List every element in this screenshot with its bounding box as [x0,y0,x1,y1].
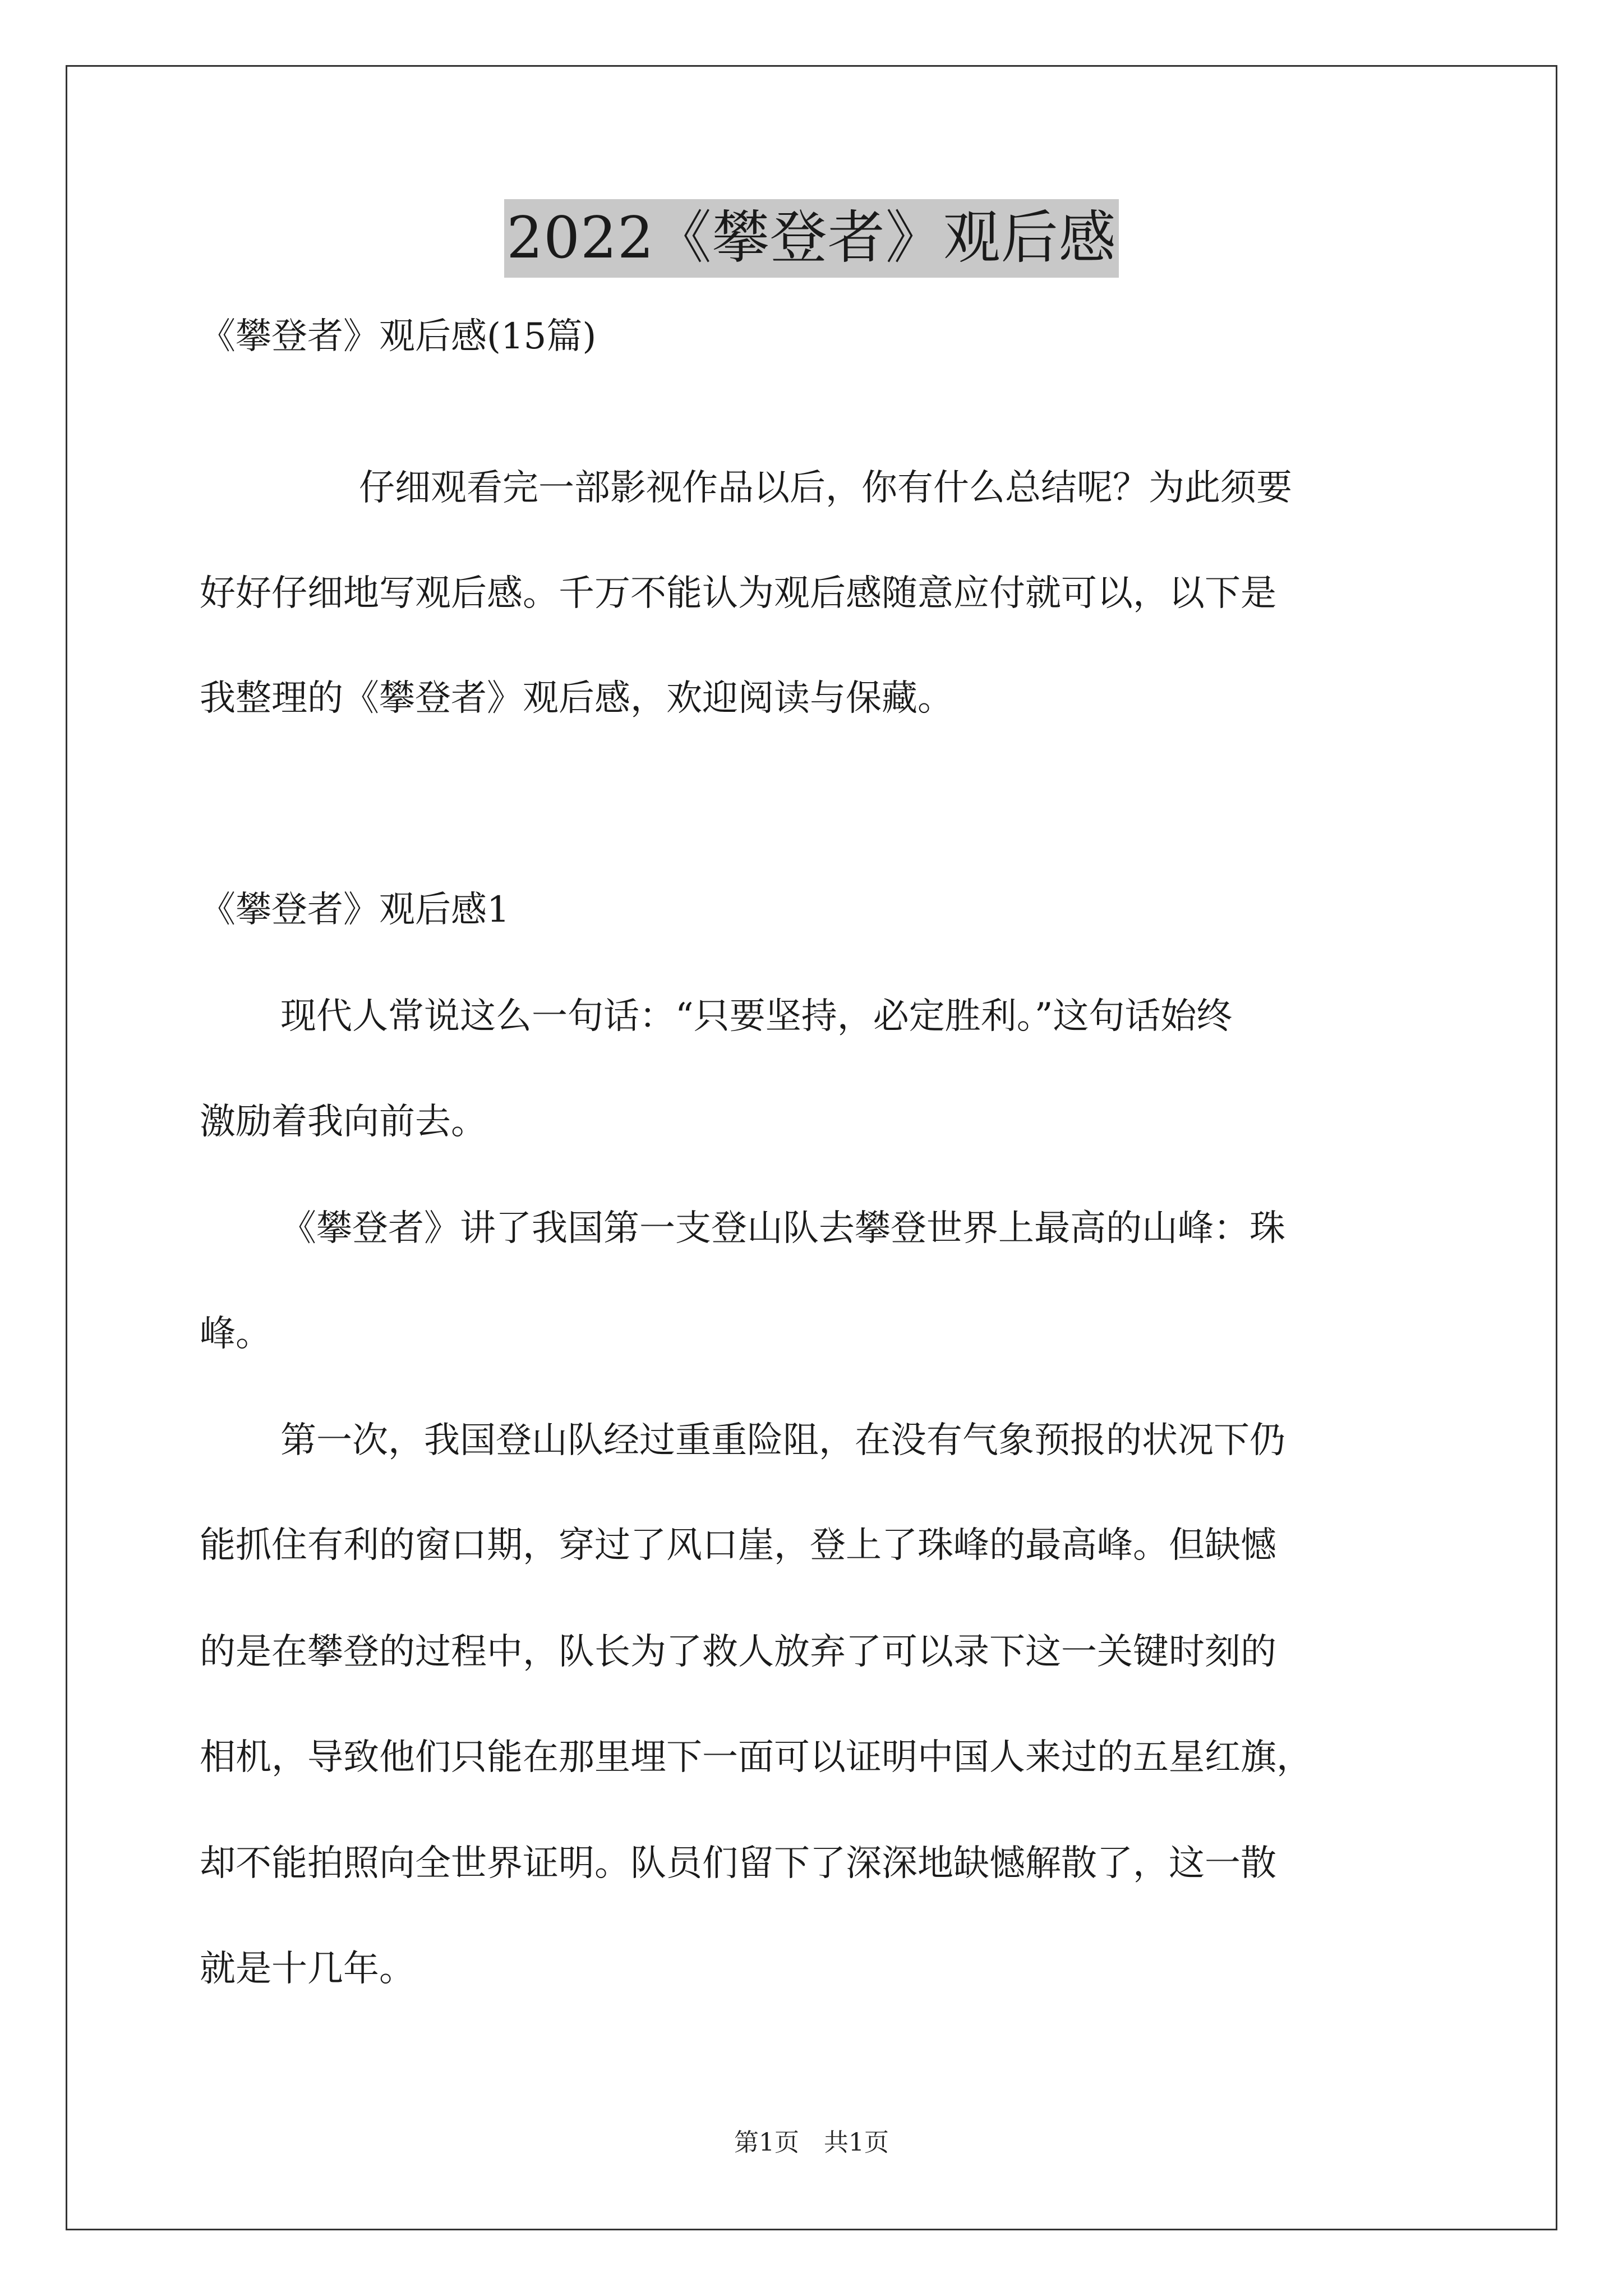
intro-line-2: 好好仔细地写观后感。千万不能认为观后感随意应付就可以，以下是 [200,573,1276,614]
intro-line-1: 仔细观看完一部影视作品以后，你有什么总结呢？为此须要 [359,467,1292,509]
paragraph-3-line-6: 就是十几年。 [200,1948,415,1990]
page-border [66,65,1557,2230]
paragraph-3-line-3: 的是在攀登的过程中，队长为了救人放弃了可以录下这一关键时刻的 [200,1631,1276,1673]
paragraph-1-line-2: 激励着我向前去。 [200,1101,487,1143]
paragraph-2-line-2: 峰。 [200,1313,271,1355]
page-footer: 第1页 共1页 [734,2128,889,2157]
intro-line-3: 我整理的《攀登者》观后感，欢迎阅读与保藏。 [200,678,953,719]
document-subtitle: 《攀登者》观后感(15篇) [200,316,597,357]
paragraph-3-line-1: 第一次，我国登山队经过重重险阻，在没有气象预报的状况下仍 [280,1420,1285,1461]
paragraph-1-line-1: 现代人常说这么一句话：“只要坚持，必定胜利。”这句话始终 [280,996,1233,1037]
document-title: 2022《攀登者》观后感 [504,199,1119,278]
paragraph-3-line-2: 能抓住有利的窗口期，穿过了风口崖，登上了珠峰的最高峰。但缺憾 [200,1525,1276,1566]
paragraph-3-line-4: 相机，导致他们只能在那里埋下一面可以证明中国人来过的五星红旗， [200,1737,1312,1778]
paragraph-2-line-1: 《攀登者》讲了我国第一支登山队去攀登世界上最高的山峰：珠 [280,1208,1285,1249]
paragraph-3-line-5: 却不能拍照向全世界证明。队员们留下了深深地缺憾解散了，这一散 [200,1843,1276,1884]
title-wrap [0,199,1623,278]
section-heading: 《攀登者》观后感1 [200,889,510,931]
